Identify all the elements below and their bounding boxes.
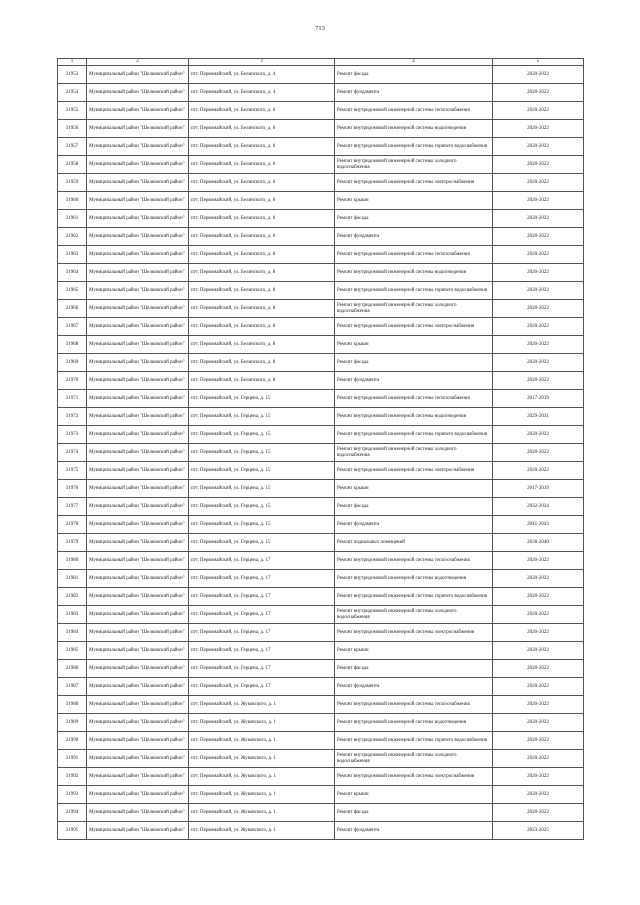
period-cell: 2020-2022 (493, 606, 584, 624)
table-row (58, 462, 584, 480)
row-number-cell: 31995 (58, 822, 87, 840)
municipality-cell: Муниципальный район "Шелковский район" (87, 822, 189, 840)
municipality-cell: Муниципальный район "Шелковский район" (87, 102, 189, 120)
municipality-cell: Муниципальный район "Шелковский район" (87, 192, 189, 210)
address-cell: пгт. Первомайский, ул. Белинского, д. 6 (189, 102, 335, 120)
address-cell: пгт. Первомайский, ул. Герцена, д. 15 (189, 498, 335, 516)
municipality-cell: Муниципальный район "Шелковский район" (87, 786, 189, 804)
municipality-cell: Муниципальный район "Шелковский район" (87, 678, 189, 696)
column-header: 4 (335, 59, 493, 66)
row-number-cell: 31993 (58, 786, 87, 804)
municipality-cell: Муниципальный район "Шелковский район" (87, 642, 189, 660)
work-type-cell: Ремонт фасада (335, 660, 493, 678)
address-cell: пгт. Первомайский, ул. Белинского, д. 6 (189, 138, 335, 156)
work-type-cell: Ремонт внутридомовой инженерной системы водоотведения (335, 714, 493, 732)
work-type-cell: Ремонт крыши (335, 192, 493, 210)
table-row (58, 516, 584, 534)
table-row (58, 534, 584, 552)
address-cell: пгт. Первомайский, ул. Жуковского, д. 1 (189, 768, 335, 786)
table-row (58, 192, 584, 210)
work-type-cell: Ремонт внутридомовой инженерной системы теплоснабжения (335, 246, 493, 264)
address-cell: пгт. Первомайский, ул. Герцена, д. 15 (189, 426, 335, 444)
row-number-cell: 31959 (58, 174, 87, 192)
period-cell: 2020-2022 (493, 732, 584, 750)
address-cell: пгт. Первомайский, ул. Белинского, д. 8 (189, 372, 335, 390)
address-cell: пгт. Первомайский, ул. Белинского, д. 6 (189, 156, 335, 174)
address-cell: пгт. Первомайский, ул. Белинского, д. 6 (189, 120, 335, 138)
row-number-cell: 31963 (58, 246, 87, 264)
municipality-cell: Муниципальный район "Шелковский район" (87, 228, 189, 246)
table-row (58, 444, 584, 462)
address-cell: пгт. Первомайский, ул. Герцена, д. 15 (189, 462, 335, 480)
work-type-cell: Ремонт подвальных помещений (335, 534, 493, 552)
period-cell: 2020-2022 (493, 336, 584, 354)
table-row (58, 318, 584, 336)
address-cell: пгт. Первомайский, ул. Белинского, д. 8 (189, 318, 335, 336)
table-row (58, 660, 584, 678)
table-row (58, 606, 584, 624)
table-row (58, 390, 584, 408)
address-cell: пгт. Первомайский, ул. Герцена, д. 15 (189, 408, 335, 426)
row-number-cell: 31990 (58, 732, 87, 750)
period-cell: 2020-2022 (493, 570, 584, 588)
row-number-cell: 31955 (58, 102, 87, 120)
work-type-cell: Ремонт внутридомовой инженерной системы горячего водоснабжения (335, 138, 493, 156)
period-cell: 2020-2022 (493, 354, 584, 372)
municipality-cell: Муниципальный район "Шелковский район" (87, 210, 189, 228)
work-type-cell: Ремонт фундамента (335, 678, 493, 696)
period-cell: 2020-2022 (493, 642, 584, 660)
period-cell: 2020-2022 (493, 174, 584, 192)
period-cell: 2020-2022 (493, 102, 584, 120)
row-number-cell: 31957 (58, 138, 87, 156)
period-cell: 2020-2022 (493, 426, 584, 444)
row-number-cell: 31971 (58, 390, 87, 408)
work-type-cell: Ремонт внутридомовой инженерной системы электроснабжения (335, 462, 493, 480)
work-type-cell: Ремонт внутридомовой инженерной системы водоотведения (335, 264, 493, 282)
table-row (58, 480, 584, 498)
row-number-cell: 31968 (58, 336, 87, 354)
municipality-cell: Муниципальный район "Шелковский район" (87, 336, 189, 354)
municipality-cell: Муниципальный район "Шелковский район" (87, 534, 189, 552)
table-row (58, 768, 584, 786)
work-type-cell: Ремонт крыши (335, 480, 493, 498)
municipality-cell: Муниципальный район "Шелковский район" (87, 570, 189, 588)
address-cell: пгт. Первомайский, ул. Белинского, д. 6 (189, 228, 335, 246)
address-cell: пгт. Первомайский, ул. Жуковского, д. 1 (189, 786, 335, 804)
address-cell: пгт. Первомайский, ул. Герцена, д. 17 (189, 606, 335, 624)
municipality-cell: Муниципальный район "Шелковский район" (87, 408, 189, 426)
period-cell: 2020-2022 (493, 750, 584, 768)
table-row (58, 372, 584, 390)
table-row (58, 498, 584, 516)
period-cell: 2020-2022 (493, 462, 584, 480)
municipality-cell: Муниципальный район "Шелковский район" (87, 444, 189, 462)
row-number-cell: 31988 (58, 696, 87, 714)
period-cell: 2020-2022 (493, 804, 584, 822)
address-cell: пгт. Первомайский, ул. Герцена, д. 17 (189, 588, 335, 606)
period-cell: 2020-2022 (493, 138, 584, 156)
address-cell: пгт. Первомайский, ул. Герцена, д. 17 (189, 642, 335, 660)
table-row (58, 228, 584, 246)
address-cell: пгт. Первомайский, ул. Герцена, д. 15 (189, 534, 335, 552)
municipality-cell: Муниципальный район "Шелковский район" (87, 696, 189, 714)
address-cell: пгт. Первомайский, ул. Белинского, д. 8 (189, 246, 335, 264)
table-row (58, 732, 584, 750)
work-type-cell: Ремонт внутридомовой инженерной системы горячего водоснабжения (335, 282, 493, 300)
work-type-cell: Ремонт внутридомовой инженерной системы теплоснабжения (335, 552, 493, 570)
table-row (58, 570, 584, 588)
municipality-cell: Муниципальный район "Шелковский район" (87, 714, 189, 732)
municipality-cell: Муниципальный район "Шелковский район" (87, 426, 189, 444)
period-cell: 2020-2022 (493, 714, 584, 732)
work-type-cell: Ремонт внутридомовой инженерной системы электроснабжения (335, 174, 493, 192)
row-number-cell: 31985 (58, 642, 87, 660)
address-cell: пгт. Первомайский, ул. Белинского, д. 6 (189, 174, 335, 192)
table-row (58, 210, 584, 228)
work-type-cell: Ремонт внутридомовой инженерной системы горячего водоснабжения (335, 732, 493, 750)
address-cell: пгт. Первомайский, ул. Белинского, д. 8 (189, 264, 335, 282)
address-cell: пгт. Первомайский, ул. Белинского, д. 8 (189, 282, 335, 300)
address-cell: пгт. Первомайский, ул. Жуковского, д. 1 (189, 804, 335, 822)
address-cell: пгт. Первомайский, ул. Белинского, д. 8 (189, 300, 335, 318)
row-number-cell: 31977 (58, 498, 87, 516)
table-row (58, 300, 584, 318)
table-row (58, 84, 584, 102)
period-cell: 2020-2022 (493, 624, 584, 642)
work-type-cell: Ремонт крыши (335, 786, 493, 804)
period-cell: 2020-2022 (493, 678, 584, 696)
table-row (58, 174, 584, 192)
table-row (58, 408, 584, 426)
address-cell: пгт. Первомайский, ул. Жуковского, д. 1 (189, 714, 335, 732)
row-number-cell: 31954 (58, 84, 87, 102)
row-number-cell: 31980 (58, 552, 87, 570)
municipality-cell: Муниципальный район "Шелковский район" (87, 804, 189, 822)
municipality-cell: Муниципальный район "Шелковский район" (87, 138, 189, 156)
work-type-cell: Ремонт внутридомовой инженерной системы холодного водоснабжения (335, 606, 493, 624)
municipality-cell: Муниципальный район "Шелковский район" (87, 264, 189, 282)
address-cell: пгт. Первомайский, ул. Белинского, д. 4 (189, 84, 335, 102)
row-number-cell: 31958 (58, 156, 87, 174)
period-cell: 2020-2022 (493, 300, 584, 318)
work-type-cell: Ремонт внутридомовой инженерной системы холодного водоснабжения (335, 750, 493, 768)
municipality-cell: Муниципальный район "Шелковский район" (87, 462, 189, 480)
municipality-cell: Муниципальный район "Шелковский район" (87, 84, 189, 102)
municipality-cell: Муниципальный район "Шелковский район" (87, 282, 189, 300)
address-cell: пгт. Первомайский, ул. Герцена, д. 15 (189, 516, 335, 534)
address-cell: пгт. Первомайский, ул. Жуковского, д. 1 (189, 732, 335, 750)
work-type-cell: Ремонт внутридомовой инженерной системы водоотведения (335, 120, 493, 138)
row-number-cell: 31975 (58, 462, 87, 480)
address-cell: пгт. Первомайский, ул. Герцена, д. 17 (189, 678, 335, 696)
municipality-cell: Муниципальный район "Шелковский район" (87, 768, 189, 786)
period-cell: 2020-2022 (493, 192, 584, 210)
work-type-cell: Ремонт внутридомовой инженерной системы водоотведения (335, 408, 493, 426)
row-number-cell: 31994 (58, 804, 87, 822)
work-type-cell: Ремонт внутридомовой инженерной системы водоотведения (335, 570, 493, 588)
work-type-cell: Ремонт внутридомовой инженерной системы теплоснабжения (335, 390, 493, 408)
address-cell: пгт. Первомайский, ул. Жуковского, д. 1 (189, 822, 335, 840)
address-cell: пгт. Первомайский, ул. Герцена, д. 17 (189, 660, 335, 678)
municipality-cell: Муниципальный район "Шелковский район" (87, 156, 189, 174)
table-row (58, 282, 584, 300)
municipality-cell: Муниципальный район "Шелковский район" (87, 66, 189, 84)
row-number-cell: 31986 (58, 660, 87, 678)
row-number-cell: 31991 (58, 750, 87, 768)
row-number-cell: 31983 (58, 606, 87, 624)
row-number-cell: 31979 (58, 534, 87, 552)
table-row (58, 678, 584, 696)
row-number-cell: 31972 (58, 408, 87, 426)
row-number-cell: 31978 (58, 516, 87, 534)
work-type-cell: Ремонт внутридомовой инженерной системы электроснабжения (335, 318, 493, 336)
table-row (58, 426, 584, 444)
column-header: 3 (189, 59, 335, 66)
period-cell: 2020-2022 (493, 264, 584, 282)
period-cell: 2020-2022 (493, 768, 584, 786)
row-number-cell: 31982 (58, 588, 87, 606)
period-cell: 2020-2022 (493, 318, 584, 336)
row-number-cell: 31962 (58, 228, 87, 246)
municipality-cell: Муниципальный район "Шелковский район" (87, 498, 189, 516)
work-type-cell: Ремонт фундамента (335, 822, 493, 840)
municipality-cell: Муниципальный район "Шелковский район" (87, 318, 189, 336)
address-cell: пгт. Первомайский, ул. Жуковского, д. 1 (189, 750, 335, 768)
row-number-cell: 31973 (58, 426, 87, 444)
period-cell: 2020-2022 (493, 696, 584, 714)
work-type-cell: Ремонт фасада (335, 498, 493, 516)
address-cell: пгт. Первомайский, ул. Белинского, д. 6 (189, 210, 335, 228)
address-cell: пгт. Первомайский, ул. Герцена, д. 15 (189, 390, 335, 408)
address-cell: пгт. Первомайский, ул. Белинского, д. 4 (189, 66, 335, 84)
work-type-cell: Ремонт внутридомовой инженерной системы холодного водоснабжения (335, 300, 493, 318)
period-cell: 2038-2040 (493, 534, 584, 552)
period-cell: 2020-2022 (493, 552, 584, 570)
table-row (58, 822, 584, 840)
period-cell: 2020-2022 (493, 66, 584, 84)
table-row (58, 156, 584, 174)
table-row (58, 246, 584, 264)
period-cell: 2020-2022 (493, 444, 584, 462)
work-type-cell: Ремонт внутридомовой инженерной системы горячего водоснабжения (335, 588, 493, 606)
table-row (58, 264, 584, 282)
table-row (58, 642, 584, 660)
table-row (58, 102, 584, 120)
period-cell: 2020-2022 (493, 156, 584, 174)
address-cell: пгт. Первомайский, ул. Герцена, д. 17 (189, 624, 335, 642)
row-number-cell: 31953 (58, 66, 87, 84)
period-cell: 2029-2031 (493, 408, 584, 426)
municipality-cell: Муниципальный район "Шелковский район" (87, 246, 189, 264)
municipality-cell: Муниципальный район "Шелковский район" (87, 732, 189, 750)
row-number-cell: 31967 (58, 318, 87, 336)
table-row (58, 804, 584, 822)
work-type-cell: Ремонт внутридомовой инженерной системы холодного водоснабжения (335, 444, 493, 462)
work-type-cell: Ремонт внутридомовой инженерной системы электроснабжения (335, 768, 493, 786)
address-cell: пгт. Первомайский, ул. Герцена, д. 17 (189, 570, 335, 588)
period-cell: 2032-2034 (493, 498, 584, 516)
table-row (58, 354, 584, 372)
column-header: 1 (58, 59, 87, 66)
row-number-cell: 31961 (58, 210, 87, 228)
table-row (58, 336, 584, 354)
row-number-cell: 31956 (58, 120, 87, 138)
table-row (58, 786, 584, 804)
municipality-cell: Муниципальный район "Шелковский район" (87, 750, 189, 768)
municipality-cell: Муниципальный район "Шелковский район" (87, 606, 189, 624)
row-number-cell: 31987 (58, 678, 87, 696)
period-cell: 2020-2022 (493, 372, 584, 390)
address-cell: пгт. Первомайский, ул. Герцена, д. 15 (189, 444, 335, 462)
table-row (58, 66, 584, 84)
work-type-cell: Ремонт фасада (335, 66, 493, 84)
period-cell: 2023-2025 (493, 822, 584, 840)
period-cell: 2020-2022 (493, 660, 584, 678)
period-cell: 2020-2022 (493, 786, 584, 804)
row-number-cell: 31992 (58, 768, 87, 786)
row-number-cell: 31981 (58, 570, 87, 588)
period-cell: 2020-2022 (493, 228, 584, 246)
address-cell: пгт. Первомайский, ул. Герцена, д. 17 (189, 552, 335, 570)
work-type-cell: Ремонт фундамента (335, 228, 493, 246)
work-type-cell: Ремонт фундамента (335, 516, 493, 534)
work-type-cell: Ремонт крыши (335, 336, 493, 354)
work-type-cell: Ремонт фундамента (335, 372, 493, 390)
work-type-cell: Ремонт внутридомовой инженерной системы теплоснабжения (335, 102, 493, 120)
municipality-cell: Муниципальный район "Шелковский район" (87, 588, 189, 606)
municipality-cell: Муниципальный район "Шелковский район" (87, 552, 189, 570)
period-cell: 2020-2022 (493, 588, 584, 606)
municipality-cell: Муниципальный район "Шелковский район" (87, 174, 189, 192)
table-row (58, 138, 584, 156)
work-type-cell: Ремонт внутридомовой инженерной системы холодного водоснабжения (335, 156, 493, 174)
column-number-row (58, 59, 584, 66)
work-type-cell: Ремонт внутридомовой инженерной системы теплоснабжения (335, 696, 493, 714)
column-header: 2 (87, 59, 189, 66)
municipality-cell: Муниципальный район "Шелковский район" (87, 300, 189, 318)
address-cell: пгт. Первомайский, ул. Белинского, д. 8 (189, 336, 335, 354)
row-number-cell: 31966 (58, 300, 87, 318)
address-cell: пгт. Первомайский, ул. Герцена, д. 15 (189, 480, 335, 498)
row-number-cell: 31969 (58, 354, 87, 372)
page-number: 713 (315, 25, 325, 32)
period-cell: 2020-2022 (493, 282, 584, 300)
table-row (58, 588, 584, 606)
period-cell: 2041-2043 (493, 516, 584, 534)
municipality-cell: Муниципальный район "Шелковский район" (87, 372, 189, 390)
table-row (58, 750, 584, 768)
table-row (58, 714, 584, 732)
address-cell: пгт. Первомайский, ул. Белинского, д. 6 (189, 192, 335, 210)
address-cell: пгт. Первомайский, ул. Белинского, д. 8 (189, 354, 335, 372)
municipality-cell: Муниципальный район "Шелковский район" (87, 516, 189, 534)
row-number-cell: 31974 (58, 444, 87, 462)
registry-table (57, 58, 584, 840)
row-number-cell: 31965 (58, 282, 87, 300)
table-row (58, 624, 584, 642)
column-header: 5 (493, 59, 584, 66)
period-cell: 2020-2022 (493, 120, 584, 138)
work-type-cell: Ремонт фасада (335, 210, 493, 228)
table-body (58, 66, 584, 840)
municipality-cell: Муниципальный район "Шелковский район" (87, 480, 189, 498)
work-type-cell: Ремонт фундамента (335, 84, 493, 102)
row-number-cell: 31989 (58, 714, 87, 732)
table-row (58, 696, 584, 714)
work-type-cell: Ремонт фасада (335, 804, 493, 822)
row-number-cell: 31964 (58, 264, 87, 282)
work-type-cell: Ремонт внутридомовой инженерной системы электроснабжения (335, 624, 493, 642)
address-cell: пгт. Первомайский, ул. Жуковского, д. 1 (189, 696, 335, 714)
row-number-cell: 31984 (58, 624, 87, 642)
municipality-cell: Муниципальный район "Шелковский район" (87, 624, 189, 642)
municipality-cell: Муниципальный район "Шелковский район" (87, 390, 189, 408)
work-type-cell: Ремонт крыши (335, 642, 493, 660)
row-number-cell: 31970 (58, 372, 87, 390)
municipality-cell: Муниципальный район "Шелковский район" (87, 660, 189, 678)
period-cell: 2017-2019 (493, 480, 584, 498)
work-type-cell: Ремонт фасада (335, 354, 493, 372)
period-cell: 2020-2022 (493, 246, 584, 264)
municipality-cell: Муниципальный район "Шелковский район" (87, 120, 189, 138)
municipality-cell: Муниципальный район "Шелковский район" (87, 354, 189, 372)
period-cell: 2020-2022 (493, 210, 584, 228)
table-row (58, 552, 584, 570)
table-row (58, 120, 584, 138)
period-cell: 2017-2019 (493, 390, 584, 408)
work-type-cell: Ремонт внутридомовой инженерной системы горячего водоснабжения (335, 426, 493, 444)
period-cell: 2020-2022 (493, 84, 584, 102)
row-number-cell: 31960 (58, 192, 87, 210)
row-number-cell: 31976 (58, 480, 87, 498)
